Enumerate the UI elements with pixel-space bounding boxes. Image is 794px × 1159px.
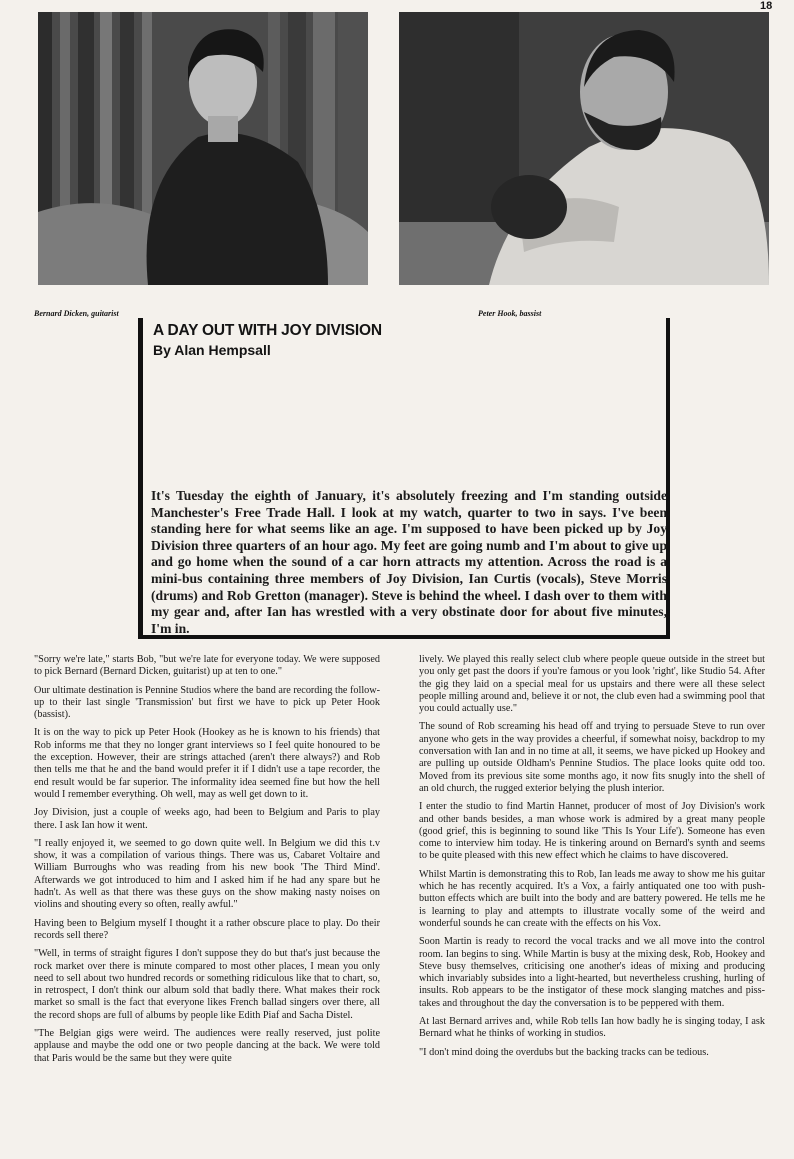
peter-hook-image	[399, 12, 769, 285]
paragraph: "I don't mind doing the overdubs but the backing tracks can be tedious.	[419, 1046, 709, 1058]
paragraph: "The Belgian gigs were weird. The audiences were really reserved, just polite applause and maybe the odd one or two people dancing at the back. We were told that Paris would be the same but they were quite	[34, 1028, 380, 1064]
article-byline: By Alan Hempsall	[153, 342, 271, 358]
paragraph: It is on the way to pick up Peter Hook (Hookey as he is known to his friends) that Rob informs me that they no longer grant interviews so I feel quite honoured to be the exception. However, their are strings attached (aren't there always?) and Rob then tells me that he and the band would prefer it if I didn't use a tape recorder, the end result would be far superior. The informality idea seemed fine but how the hell would I remember everything. Oh well, may as well get down to it.	[34, 727, 380, 800]
article-title: A DAY OUT WITH JOY DIVISION	[153, 322, 382, 339]
article-right-column	[419, 654, 765, 1065]
peter-hook-caption: Peter Hook, bassist	[478, 309, 542, 318]
paragraph: Having been to Belgium myself I thought it a rather obscure place to play. Do their records sell there?	[34, 917, 380, 941]
bernard-dicken-caption: Bernard Dicken, guitarist	[34, 309, 119, 318]
bernard-dicken-photo	[38, 12, 368, 285]
paragraph: Whilst Martin is demonstrating this to Rob, Ian leads me away to show me his guitar which he has recently acquired. It's a Vox, a fairly antiquated one too with push-button effects which are built into the body and are battery powered. He tells me he is learning to play and attempts to illustrate vocally some of the weird and wonderful sounds he can create with the effects on his Vox.	[419, 868, 765, 929]
paragraph: Our ultimate destination is Pennine Studios where the band are recording the follow-up to their last single 'Transmission' but first we have to pick up Peter Hook (bassist).	[34, 684, 380, 721]
paragraph: "Well, in terms of straight figures I don't suppose they do but that's just because the rock market over there is minute compared to most other places, I mean you only need to sell about two hundred records or something ridiculous like that to chart, so, in retrospect, I don't think our album sold that badly there. What makes their rock market so small is the fact that everyone likes French ballad singers over there, all the record shops are full of albums by people like Edith Piaf and Sacha Distel.	[34, 948, 380, 1021]
paragraph: Soon Martin is ready to record the vocal tracks and we all move into the control room. Ian begins to sing. While Martin is busy at the mixing desk, Rob, Hookey and Steve busy themselves, criticising one another's ideas of mixing and producing which invariably subsides into a light-hearted, but nevertheless crushing, hurling of insults. Rob appears to be the instigator of these mock slanging matches and piss-takes and throughout the day the conversation is to be peppered with them.	[419, 936, 765, 1009]
article-standfirst-box	[138, 318, 670, 639]
peter-hook-photo	[399, 12, 769, 285]
article-intro: It's Tuesday the eighth of January, it's absolutely freezing and I'm standing outside Manchester's Free Trade Hall. I look at my watch, quarter to two in says. I've been standing here for what seems like an age. I'm supposed to have been picked up by Joy Division three quarters of an hour ago. My feet are going numb and I'm about to give up and go home when the sound of a car horn attracts my attention. Across the road is a mini-bus containing three members of Joy Division, Ian Curtis (vocals), Steve Morris (drums) and Rob Gretton (manager). Steve is behind the wheel. I dash over to them with my gear and, after Ian has wrestled with a very obstinate door for about five minutes, I'm in.	[151, 488, 667, 636]
paragraph: lively. We played this really select club where people queue outside in the street but you only get past the doors if you're famous or you look 'right', like Studio 54. After the gig they laid on a special meal for us upstairs and there were all these select people milling around and, believe it or not, the club even had a swimming pool that you could actually use."	[419, 654, 765, 715]
paragraph: The sound of Rob screaming his head off and trying to persuade Steve to run over anyone who gets in the way provides a cheerful, if somewhat noisy, backdrop to my conversation with Ian and in no time at all, it seems, we have picked up Hookey and are pulling up outside Oldham's Pennine Studios. The place looks quite odd too. Moved from its previous site some months ago, it now fits snugly into the shell of an old church, the rugged exterior belying the plush interior.	[419, 721, 765, 794]
paragraph: "Sorry we're late," starts Bob, "but we're late for everyone today. We were supposed to pick Bernard (Bernard Dicken, guitarist) up at ten to one."	[34, 654, 380, 678]
paragraph: I enter the studio to find Martin Hannet, producer of most of Joy Division's work and other bands besides, a man whose work is admired by a great many people (good grief, this is beginning to sound like 'This Is Your Life'). Someone has even come to interview him today. He is tinkering around on Bernard's synth and seems to be quite pleased with this new effect which he claims to have discovered.	[419, 801, 765, 862]
paragraph: "I really enjoyed it, we seemed to go down quite well. In Belgium we did this t.v show, it was a compilation of various things. There was us, Cabaret Voltaire and William Burroughs who was reading from his new book 'The Third Mind'. Afterwards we got introduced to him and I asked him if he had any spare but he hadn't. As well as that there was these guys on the show making nasty noises on violins and shouting every so often, really awful."	[34, 837, 380, 911]
article-left-column	[34, 654, 380, 1071]
page-number: 18	[760, 0, 773, 12]
bernard-dicken-image	[38, 12, 368, 285]
paragraph: At last Bernard arrives and, while Rob tells Ian how badly he is singing today, I ask Bernard what he thinks of working in studios.	[419, 1016, 765, 1040]
paragraph: Joy Division, just a couple of weeks ago, had been to Belgium and Paris to play there. I ask Ian how it went.	[34, 807, 380, 831]
